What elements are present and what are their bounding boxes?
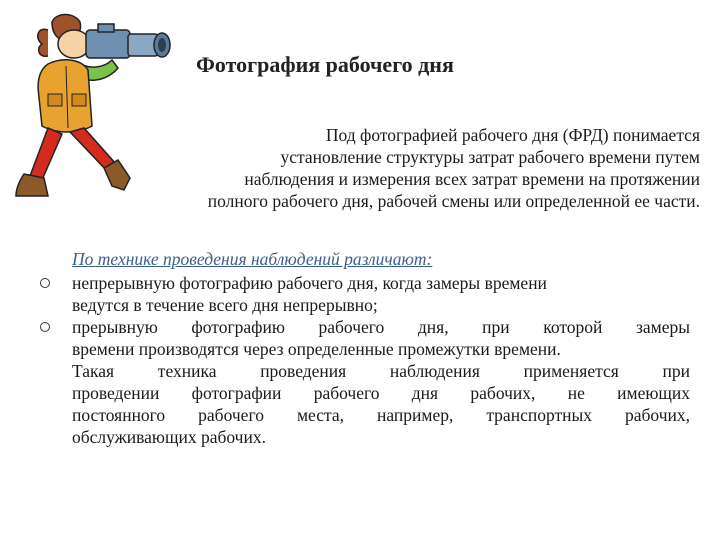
bullet-line: постоянного рабочего места, например, транспортных рабочих, [72, 405, 690, 425]
subheading: По технике проведения наблюдений различают: [72, 249, 433, 269]
camera-icon [86, 24, 170, 58]
bullet-line: проведении фотографии рабочего дня рабочих, не имеющих [72, 383, 690, 403]
list-item [40, 316, 690, 448]
bullet-line: непрерывную фотографию рабочего дня, когда замеры времени [72, 273, 547, 293]
bullet-line: ведутся в течение всего дня непрерывно; [72, 295, 378, 315]
intro-line: Под фотографией рабочего дня (ФРД) понимается [325, 125, 700, 145]
list-item [40, 272, 690, 316]
bullet-list [40, 272, 690, 448]
bullet-line: обслуживающих рабочих. [72, 427, 266, 447]
bullet-line: прерывную фотографию рабочего дня, при которой замеры [72, 317, 690, 337]
page-title: Фотография рабочего дня [196, 52, 454, 77]
intro-line: установление структуры затрат рабочего времени путем [280, 147, 700, 167]
intro-line: полного рабочего дня, рабочей смены или определенной ее части. [207, 191, 700, 211]
bullet-line: времени производятся через определенные промежутки времени. [72, 339, 561, 359]
circle-bullet-icon [40, 322, 50, 332]
face [58, 30, 90, 58]
intro-paragraph [72, 124, 700, 212]
circle-bullet-icon [40, 278, 50, 288]
intro-line: наблюдения и измерения всех затрат времени на протяжении [244, 169, 700, 189]
bullet-line: Такая техника проведения наблюдения применяется при [72, 361, 690, 381]
